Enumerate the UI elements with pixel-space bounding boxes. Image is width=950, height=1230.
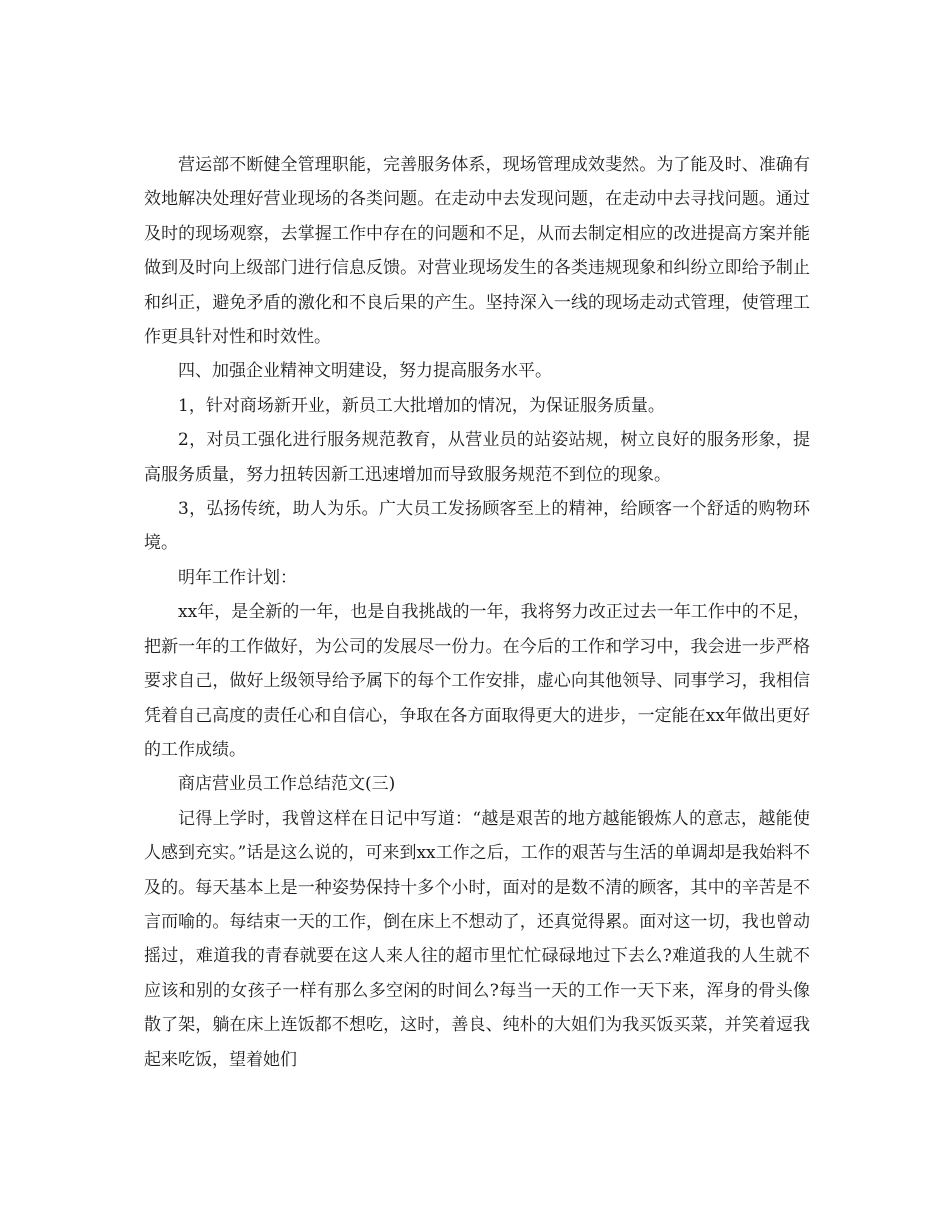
list-item-1: 1，针对商场新开业，新员工大批增加的情况，为保证服务质量。: [178, 395, 665, 416]
document-body: [144, 148, 810, 1077]
paragraph-management: 营运部不断健全管理职能，完善服务体系，现场管理成效斐然。为了能及时、准确有效地解决处理好营业现场的各类问题。在走动中去发现问题，在走动中去寻找问题。通过及时的现场观察，去掌握工作中存在的问题和不足，从而去制定相应的改进提高方案并能做到及时向上级部门进行信息反馈。对营业现场发生的各类违规现象和纠纷立即给予制止和纠正，避免矛盾的激化和不良后果的产生。坚持深入一线的现场走动式管理，使管理工作更具针对性和时效性。: [144, 155, 810, 348]
list-item-3: 3，弘扬传统，助人为乐。广大员工发扬顾客至上的精神，给顾客一个舒适的购物环境。: [144, 499, 810, 554]
list-item-2: 2，对员工强化进行服务规范教育，从营业员的站姿站规，树立良好的服务形象，提高服务质量，努力扭转因新工迅速增加而导致服务规范不到位的现象。: [144, 430, 810, 485]
section-heading-four: 四、加强企业精神文明建设，努力提高服务水平。: [178, 361, 552, 382]
article-title-three: 商店营业员工作总结范文(三): [178, 774, 396, 795]
paragraph-plan: xx年，是全新的一年，也是自我挑战的一年，我将努力改正过去一年工作中的不足，把新一年的工作做好，为公司的发展尽一份力。在今后的工作和学习中，我会进一步严格要求自己，做好上级领导给予属下的每个工作安排，虚心向其他领导、同事学习，我相信凭着自己高度的责任心和自信心，争取在各方面取得更大的进步，一定能在xx年做出更好的工作成绩。: [144, 602, 810, 760]
plan-heading: 明年工作计划：: [178, 567, 297, 588]
paragraph-diary: 记得上学时，我曾这样在日记中写道：“越是艰苦的地方越能锻炼人的意志，越能使人感到充实。”话是这么说的，可来到xx工作之后，工作的艰苦与生活的单调却是我始料不及的。每天基本上是一种姿势保持十多个小时，面对的是数不清的顾客，其中的辛苦是不言而喻的。每结束一天的工作，倒在床上不想动了，还真觉得累。面对这一切，我也曾动摇过，难道我的青春就要在这人来人往的超市里忙忙碌碌地过下去么?难道我的人生就不应该和别的女孩子一样有那么多空闲的时间么?每当一天的工作一天下来，浑身的骨头像散了架，躺在床上连饭都不想吃，这时，善良、纯朴的大姐们为我买饭买菜，并笑着逗我起来吃饭，望着她们: [144, 808, 810, 1070]
